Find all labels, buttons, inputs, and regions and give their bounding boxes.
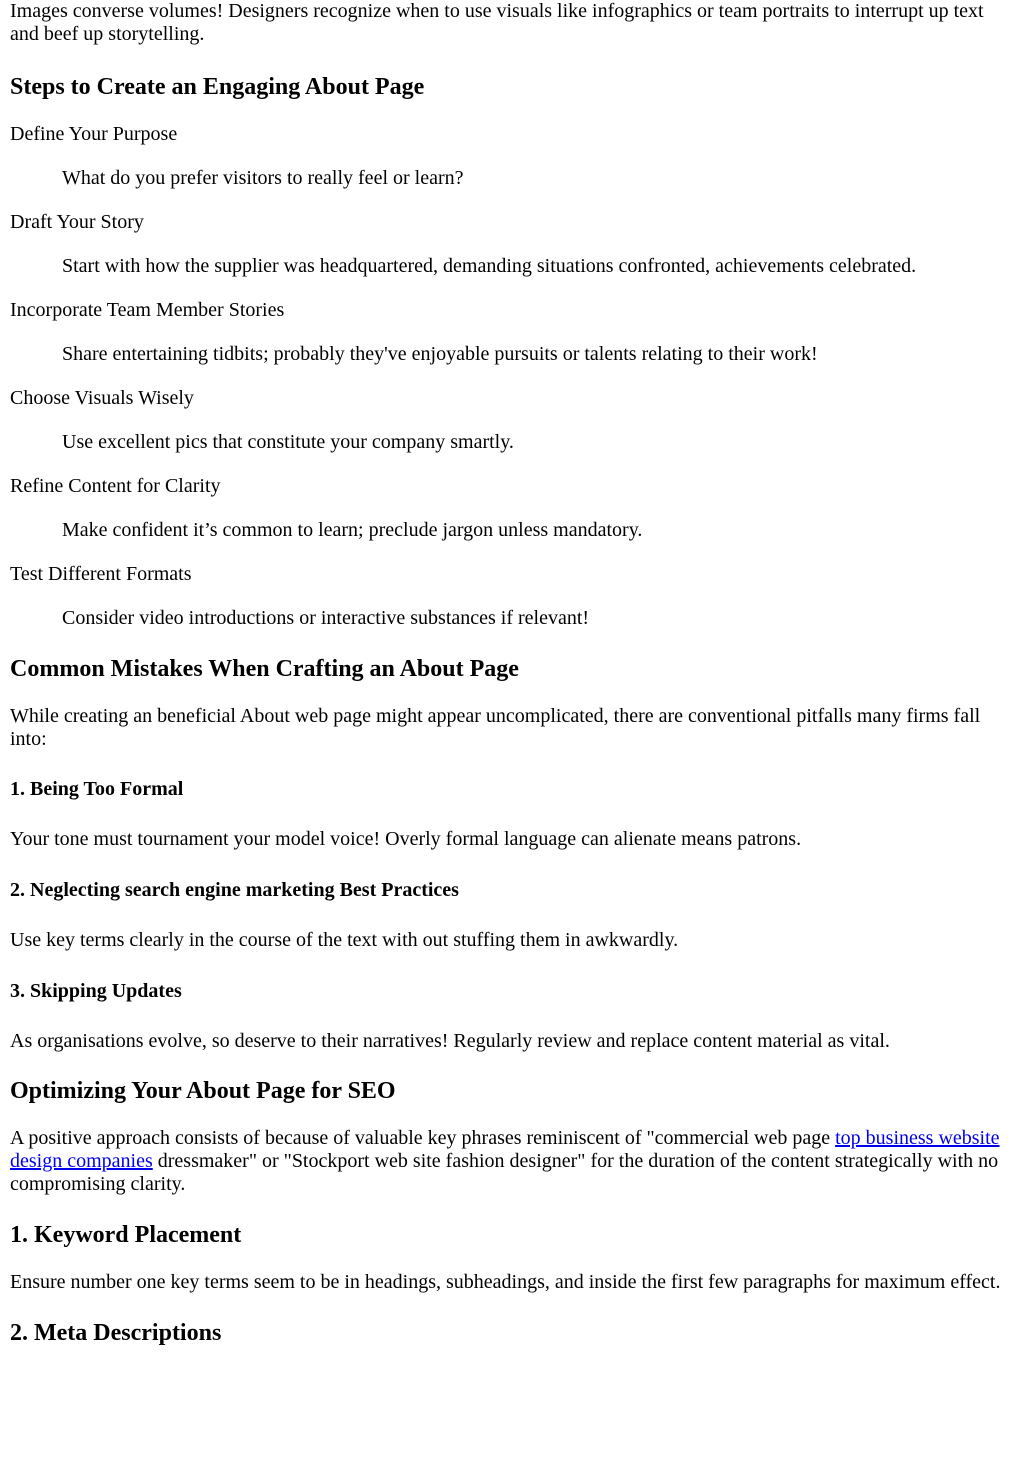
steps-heading: Steps to Create an Engaging About Page — [10, 74, 425, 100]
mistakes-heading: Common Mistakes When Crafting an About Page — [10, 656, 519, 682]
mistake-title: 3. Skipping Updates — [10, 980, 182, 1002]
mistake-title: 1. Being Too Formal — [10, 778, 184, 800]
seo-link[interactable]: top business website design companies — [10, 1127, 1000, 1172]
step-term: Define Your Purpose — [10, 123, 178, 145]
steps-list — [10, 123, 1014, 630]
meta-descriptions-heading: 2. Meta Descriptions — [10, 1320, 222, 1346]
mistake-text: As organisations evolve, so deserve to their narratives! Regularly review and replace content material as vital. — [10, 1030, 890, 1052]
intro-paragraph: Images converse volumes! Designers recognize when to use visuals like infographics or team portraits to interrupt up text and beef up storytelling. — [10, 0, 984, 45]
mistake-text: Your tone must tournament your model voice! Overly formal language can alienate means patrons. — [10, 828, 802, 850]
step-term: Refine Content for Clarity — [10, 475, 221, 497]
step-desc: Start with how the supplier was headquartered, demanding situations confronted, achievements celebrated. — [62, 255, 917, 277]
keyword-placement-heading: 1. Keyword Placement — [10, 1222, 242, 1248]
mistake-title: 2. Neglecting search engine marketing Best Practices — [10, 879, 459, 901]
step-term: Draft Your Story — [10, 211, 144, 233]
seo-text-before: A positive approach consists of because of valuable key phrases reminiscent of "commercial web page — [10, 1127, 836, 1149]
step-term: Incorporate Team Member Stories — [10, 299, 285, 321]
seo-paragraph — [10, 1127, 1014, 1196]
step-desc: Consider video introductions or interactive substances if relevant! — [62, 607, 590, 629]
step-desc: Make confident it’s common to learn; preclude jargon unless mandatory. — [62, 519, 643, 541]
step-desc: What do you prefer visitors to really feel or learn? — [62, 167, 464, 189]
mistake-text: Use key terms clearly in the course of the text with out stuffing them in awkwardly. — [10, 929, 679, 951]
step-term: Test Different Formats — [10, 563, 192, 585]
step-desc: Use excellent pics that constitute your company smartly. — [62, 431, 514, 453]
step-term: Choose Visuals Wisely — [10, 387, 194, 409]
step-desc: Share entertaining tidbits; probably they've enjoyable pursuits or talents relating to their work! — [62, 343, 818, 365]
keyword-placement-text: Ensure number one key terms seem to be in headings, subheadings, and inside the first few paragraphs for maximum effect. — [10, 1271, 1001, 1293]
seo-heading: Optimizing Your About Page for SEO — [10, 1078, 396, 1104]
mistakes-intro: While creating an beneficial About web page might appear uncomplicated, there are conventional pitfalls many firms fall into: — [10, 705, 981, 750]
seo-text-after: dressmaker" or "Stockport web site fashion designer" for the duration of the content strategically with no compromising clarity. — [10, 1150, 999, 1195]
